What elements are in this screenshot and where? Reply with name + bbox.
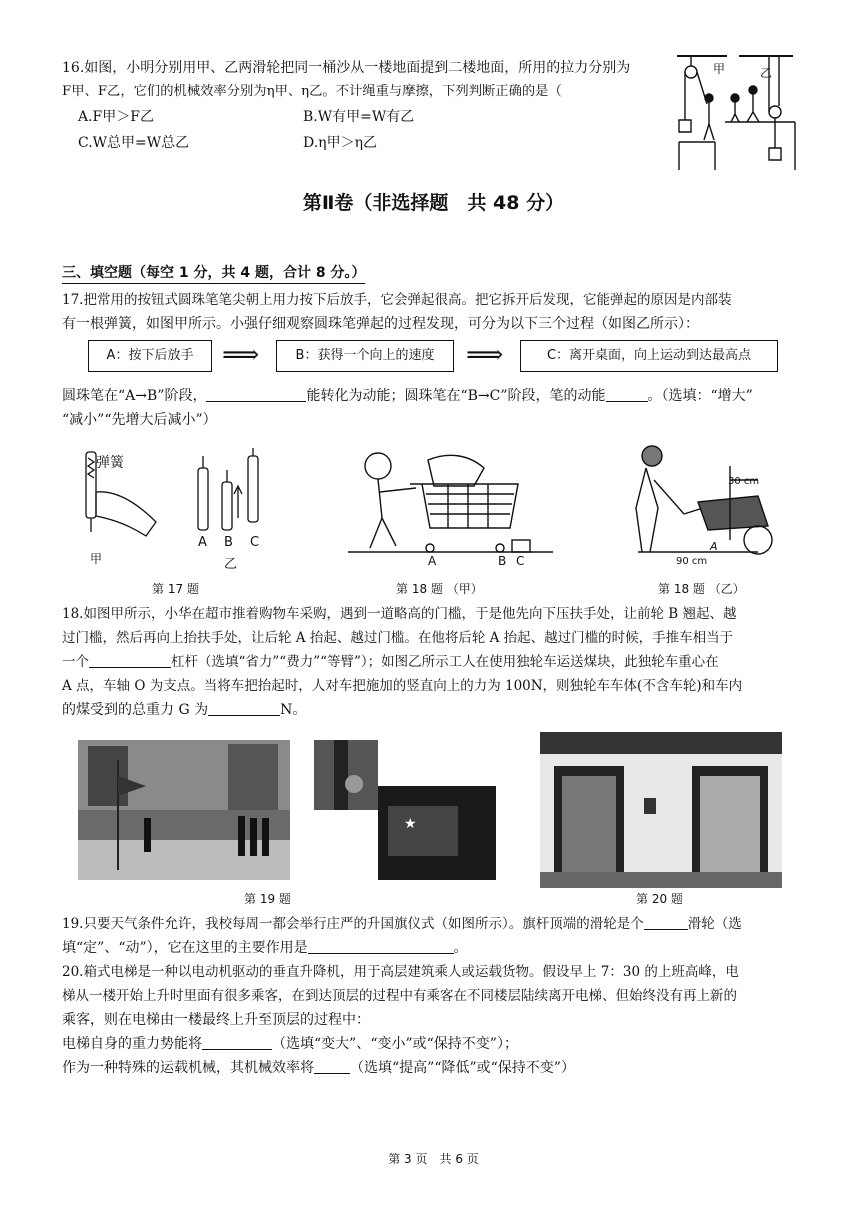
spring-label: 弹簧 <box>96 455 124 471</box>
caption-18-yi: 第 18 题 （乙） <box>658 582 745 596</box>
q17-blank-2[interactable] <box>606 387 648 402</box>
barrow-30cm: 30 cm <box>728 476 760 487</box>
q19-blank-1[interactable] <box>644 915 688 930</box>
q16-option-d: D.η甲＞η乙 <box>303 135 377 151</box>
q18-line4: A 点，车轴 O 为支点。当将车把抬起时，人对车把施加的竖直向上的力为 100N，则独轮车车体(不含车轮)和车内 <box>62 678 743 694</box>
fig17-yi: 乙 <box>224 557 238 572</box>
barrow-90cm: 90 cm <box>676 556 708 567</box>
process-box-b: B：获得一个向上的速度 <box>276 340 454 372</box>
shopping-cart-figure <box>348 448 553 558</box>
q19-line1a: 19.只要天气条件允许，我校每周一都会举行庄严的升国旗仪式（如图所示）。旗杆顶端的滑轮是个 <box>62 916 644 932</box>
q20-line5a: 作为一种特殊的运载机械，其机械效率将 <box>62 1060 314 1076</box>
q20-line2: 梯从一楼开始上升时里面有很多乘客，在到达顶层的过程中有乘客在不同楼层陆续离开电梯、但始终没有再上新的 <box>62 988 737 1004</box>
pulley-figure <box>675 52 800 172</box>
caption-17: 第 17 题 <box>152 582 199 596</box>
pulley-label-jia: 甲 <box>713 62 726 76</box>
q20-line1: 20.箱式电梯是一种以电动机驱动的垂直升降机，用于高层建筑乘人或运载货物。假设早上 7：30 的上班高峰，电 <box>62 964 739 980</box>
section3-heading: 三、填空题（每空 1 分，共 4 题，合计 8 分。） <box>62 262 365 284</box>
process-box-c: C：离开桌面，向上运动到达最高点 <box>520 340 778 372</box>
q17-line3c: 。（选填：“增大” <box>647 388 753 404</box>
q16-line2: F甲、F乙，它们的机械效率分别为η甲、η乙。不计绳重与摩擦，下列判断正确的是（ <box>62 84 562 99</box>
q17-line2: 有一根弹簧，如图甲所示。小强仔细观察圆珠笔弹起的过程发现，可分为以下三个过程（如图乙所示）： <box>62 316 699 332</box>
q19-line2b: 。 <box>453 940 468 956</box>
q18-line2: 过门槛，然后再向上抬扶手处，让后轮 A 抬起、越过门槛。在他将后轮 A 抬起、越过门槛的时候，手推车相当于 <box>62 630 734 646</box>
q18-line3b: 杠杆（选填“省力”“费力”“等臂”）；如图乙所示工人在使用独轮车运送煤块，此独轮车重心在 <box>171 654 719 670</box>
q18-line3 <box>62 652 719 672</box>
q17-blank-1[interactable] <box>206 387 306 402</box>
q19-line2 <box>62 938 468 958</box>
q19-line2a: 填“定”、“动”），它在这里的主要作用是 <box>62 940 308 956</box>
q18-line5 <box>62 700 306 720</box>
q17-line1: 17.把常用的按钮式圆珠笔笔尖朝上用力按下后放手，它会弹起很高。把它拆开后发现，它能弹起的原因是内部装 <box>62 292 732 308</box>
part2-title: 第Ⅱ卷（非选择题 共 48 分） <box>302 192 565 214</box>
q16-line1: 16.如图，小明分别用甲、乙两滑轮把同一桶沙从一楼地面提到二楼地面，所用的拉力分别为 <box>62 60 631 76</box>
pulley-label-yi: 乙 <box>760 66 773 80</box>
q18-line3a: 一个 <box>62 654 89 670</box>
q16-option-c: C.W总甲=W总乙 <box>78 135 190 151</box>
page-footer: 第 3 页 共 6 页 <box>388 1152 479 1166</box>
q20-line5b: （选填“提高”“降低”或“保持不变”） <box>350 1060 575 1076</box>
q18-line5b: N。 <box>280 702 307 718</box>
q17-line3 <box>62 386 753 406</box>
q18-line1: 18.如图甲所示，小华在超市推着购物车采购，遇到一道略高的门槛，于是他先向下压扶手处，让前轮 B 翘起、越 <box>62 606 737 622</box>
q20-blank-2[interactable] <box>314 1059 350 1074</box>
q19-line1b: 滑轮（选 <box>687 916 742 932</box>
q18-blank-2[interactable] <box>208 701 280 716</box>
barrow-label-a: A <box>710 540 718 553</box>
process-arrow-1: ⟹ <box>222 340 260 370</box>
q20-line3: 乘客，则在电梯由一楼最终上升至顶层的过程中： <box>62 1012 370 1028</box>
q17-line4: “减小”“先增大后减小”） <box>62 412 217 428</box>
fig17-label-a: A <box>198 535 207 550</box>
q17-line3b: 能转化为动能；圆珠笔在“B→C”阶段，笔的动能 <box>306 388 606 404</box>
caption-19: 第 19 题 <box>244 892 291 906</box>
svg-text:★: ★ <box>404 816 417 832</box>
wheelbarrow-figure <box>618 440 788 560</box>
cart-label-a: A <box>428 554 437 568</box>
q20-line4b: （选填“变大”、“变小”或“保持不变”）； <box>272 1036 518 1052</box>
q19-blank-2[interactable] <box>308 939 454 954</box>
caption-20: 第 20 题 <box>636 892 683 906</box>
fig17-label-b: B <box>224 535 233 550</box>
elevator-photo <box>540 732 782 888</box>
q17-line3a: 圆珠笔在“A→B”阶段， <box>62 388 207 404</box>
caption-18-jia: 第 18 题 （甲） <box>396 582 483 596</box>
flagpole-pulley-photo <box>314 740 378 810</box>
process-box-a: A：按下后放手 <box>88 340 212 372</box>
q20-blank-1[interactable] <box>202 1035 272 1050</box>
q19-line1 <box>62 914 742 934</box>
q20-line4 <box>62 1034 518 1054</box>
q20-line5 <box>62 1058 575 1078</box>
q18-line5a: 的煤受到的总重力 G 为 <box>62 702 209 718</box>
q16-option-b: B.W有甲=W有乙 <box>303 109 415 125</box>
fig17-jia: 甲 <box>90 552 103 566</box>
fig17-label-c: C <box>250 535 260 550</box>
cart-label-c: C <box>516 554 525 568</box>
q18-blank-1[interactable] <box>89 653 171 668</box>
q20-line4a: 电梯自身的重力势能将 <box>62 1036 202 1052</box>
process-arrow-2: ⟹ <box>466 340 504 370</box>
flag-ceremony-photo <box>78 740 290 880</box>
cart-label-b: B <box>498 554 507 568</box>
q16-option-a: A.F甲＞F乙 <box>78 109 154 125</box>
national-flag-photo <box>378 786 496 880</box>
